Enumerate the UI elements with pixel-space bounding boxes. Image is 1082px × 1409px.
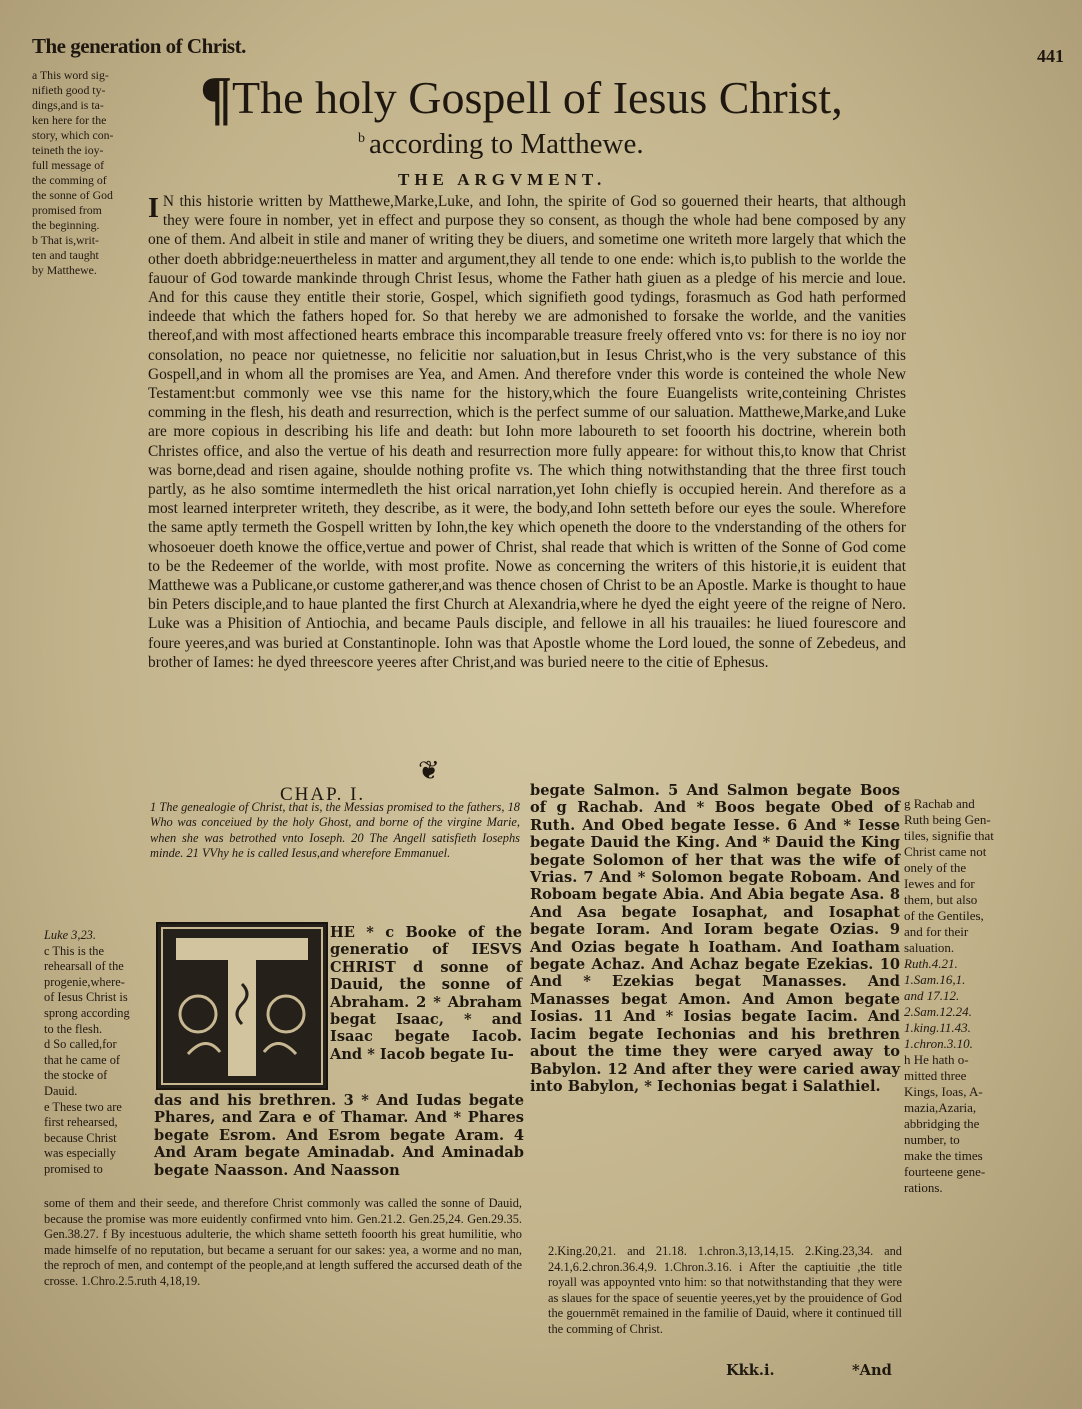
margin-line: story, which con- <box>32 128 114 142</box>
catchword: *And <box>852 1362 892 1379</box>
margin-line: mazia,Azaria, <box>904 1100 977 1115</box>
ornament-icon: ❦ <box>418 756 440 785</box>
verses-col1: das and his brethren. 3 * And Iudas begate Phares, and Zara e of Thamar. And * Phares begate Esrom. And Esrom begate Aram. 4 And Aram begate Aminadab. And Aminadab begate Naasson. And Naasson <box>154 1092 524 1179</box>
margin-line: Luke 3,23. <box>44 928 96 942</box>
margin-line: tiles, signifie that <box>904 828 994 843</box>
argument-text: N this historie written by Matthewe,Marke,Luke, and Iohn, the spirite of God so gouerned their hearts, that although they were foure in nomber, yet in effect and purpose they so consent, as though the whole had bene composed by any one of them. And albeit in stile and maner of writing they be diuers, and sometime one writeth more largely that which the other doeth abbridge:neuertheless in matter and argument,they all tende to one ende: which is,to publish to the worlde the fauour of God towarde mankinde through Christ Iesus, whome the Father hath giuen as a pledge of his mercie and loue. And for this cause they entitle their storie, Gospel, which signifieth good tydings, forasmuch as God hath performed indeede that which the fathers hoped for. So that hereby we are admonished to forsake the worlde, and the vanities thereof,and with most affectioned hearts embrace this incomparable treasure freely offered vnto vs: for there is no ioy nor consolation, no peace nor quietnesse, no felicitie nor saluation,but in Iesus Christ,who is the very substance of this Gospell,and in whom all the promises are Yea, and Amen. And therefore vnder this worde is conteined the whole New Testament:but commonly wee vse this name for the history,which the foure Euangelists write,conteining Christes comming in the flesh, his death and resurrection, which is the perfect summe of our saluation. Matthewe,Marke,and Luke are more copious in describing his life and death: but Iohn more laboureth to set fooorth his doctrine, wherein both Christes office, and also the vertue of his death and resurrection more fully appeare: for without this,to know that Christ was borne,dead and risen againe, shoulde nothing profite vs. The which thing notwithstanding that the three first touch partly, as he also somtime intermedleth the hist orical narration,yet Iohn chiefly is occupied herein. And therefore as a most learned interpreter writeth, they describe, as it were, the body,and Iohn setteth before our eyes the soule. Wherefore the same aptly termeth the Gospell written by Iohn,the key which openeth the doore to the vnderstanding of the others for whosoeuer doeth knowe the office,vertue and power of Christ, shal reade that which is written of the Sonne of God come to be the Redeemer of the worlde, with most profite. Nowe as concerning the writers of this historie,it is euident that Matthewe was a Publicane,or custome gatherer,and was thence chosen of Christ to be an Apostle. Marke is thought to haue bin Peters disciple,and to haue planted the first Church at Alexandria,where he dyed the eight yeere of the reigne of Nero. Luke was a Phisition of Antiochia, and became Pauls disciple, and fellowe in all his trauailes: he liued fourescore and foure yeeres,and was buried at Constantinople. Iohn was that Apostle whome the Lord loued, the sonne of Zebedeus, and brother of Iames: he dyed threescore yeeres after Christ,and was buried neere to the citie of Ephesus. <box>148 193 906 671</box>
margin-notes-top-left <box>32 68 142 278</box>
margin-notes-col1 <box>44 928 152 1178</box>
margin-line: rehearsall of the <box>44 959 124 974</box>
chapter-summary: 1 The genealogie of Christ, that is, the Messias promised to the fathers, 18 Who was conceiued by the holy Ghost, and borne of the virgine Marie, when she was betrothed vnto Ioseph. 20 The Angell satisfieth Iosephs minde. 21 VVhy he is called Iesus,and wherefore Emmanuel. <box>150 800 520 861</box>
margin-line: promised from <box>32 203 102 217</box>
margin-line: promised to <box>44 1161 103 1176</box>
decorated-initial-t-icon <box>156 922 328 1090</box>
margin-notes-right <box>904 796 1054 1196</box>
margin-line: c This is the <box>44 943 104 958</box>
margin-line: d So called,for <box>44 1037 117 1052</box>
margin-line: the stocke of <box>44 1068 108 1083</box>
margin-line: Iewes and for <box>904 876 975 891</box>
page-number: 441 <box>1037 46 1064 66</box>
margin-line: Dauid. <box>44 1083 78 1098</box>
margin-line: nifieth good ty- <box>32 83 106 97</box>
margin-line: g Rachab and <box>904 796 975 811</box>
margin-line: them, but also <box>904 892 978 907</box>
margin-line: e These two are <box>44 1099 122 1114</box>
margin-line: ken here for the <box>32 113 107 127</box>
margin-line: Christ came not <box>904 844 987 859</box>
margin-line: mitted three <box>904 1068 967 1083</box>
margin-line: the comming of <box>32 173 107 187</box>
argument-body <box>148 192 906 672</box>
margin-line: the sonne of God <box>32 188 113 202</box>
margin-line: and 17.12. <box>904 988 960 1003</box>
margin-line: Ruth.4.21. <box>904 956 958 971</box>
margin-line: teineth the ioy- <box>32 143 104 157</box>
margin-line: 1.king.11.43. <box>904 1020 971 1035</box>
title-sub <box>358 128 644 161</box>
margin-line: number, to <box>904 1132 960 1147</box>
margin-line: ten and taught <box>32 248 99 262</box>
pilcrow-mark: ¶ <box>200 65 233 131</box>
margin-line: 2.Sam.12.24. <box>904 1004 972 1019</box>
argument-heading: THE ARGVMENT. <box>398 170 607 189</box>
margin-line: dings,and is ta- <box>32 98 104 112</box>
margin-line: 1.Sam.16,1. <box>904 972 966 987</box>
margin-line: of Iesus Christ is <box>44 990 128 1005</box>
chapter-heading: CHAP. I. <box>280 784 366 805</box>
margin-line: abbridging the <box>904 1116 980 1131</box>
margin-line: of the Gentiles, <box>904 908 984 923</box>
margin-line: was especially <box>44 1146 116 1161</box>
margin-line: fourteene gene- <box>904 1164 986 1179</box>
margin-line: b That is,writ- <box>32 233 99 247</box>
margin-line: because Christ <box>44 1130 117 1145</box>
margin-line: sprong according <box>44 1005 130 1020</box>
running-head: The generation of Christ. <box>32 34 246 58</box>
verses-beside-initial: HE * c Booke of the generatio of IESVS CHRIST d sonne of Dauid, the sonne of Abraham. 2 * Abraham begat Isaac, * and Isaac begate Iacob. And * Iacob begate Iu- <box>330 924 522 1063</box>
margin-line: by Matthewe. <box>32 263 97 277</box>
margin-line: progenie,where- <box>44 974 125 989</box>
margin-line: a This word sig- <box>32 68 109 82</box>
margin-line: onely of the <box>904 860 967 875</box>
margin-line: the beginning. <box>32 218 100 232</box>
margin-line: make the times <box>904 1148 983 1163</box>
footnote-col1: some of them and their seede, and therefore Christ commonly was called the sonne of Dauid, because the promise was more euidently confirmed vnto him. Gen.21.2. Gen.25,24. Gen.29.35. Gen.38.27. f By incestuous adulterie, the which shame setteth fooorth his great humilitie, who made himselfe of no reputation, but became a seruant for our sakes: yea, a worme and no man, the reproch of men, and contempt of the people,and at length suffered the accursed death of the crosse. 1.Chro.2.5.ruth 4,18,19. <box>44 1196 522 1288</box>
margin-line: that he came of <box>44 1052 121 1067</box>
margin-line: to the flesh. <box>44 1021 103 1036</box>
margin-line: Ruth being Gen- <box>904 812 991 827</box>
title-sub-text: according to Matthewe. <box>369 128 644 160</box>
note-mark: b <box>358 131 365 147</box>
margin-line: saluation. <box>904 940 955 955</box>
margin-line: h He hath o- <box>904 1052 969 1067</box>
margin-line: rations. <box>904 1180 943 1195</box>
footnote-col2: 2.King.20,21. and 21.18. 1.chron.3,13,14,15. 2.King.23,34. and 24.1,6.2.chron.36.4,9. 1.Chron.3.16. i After the captiuitie ,the title royall was appoynted vnto him: so that notwithstanding that they were as slaues for the space of seuentie yeeres,yet by the prouidence of God the gouernmēt remained in the familie of Dauid, where it continued till the comming of Christ. <box>548 1244 902 1336</box>
margin-line: full message of <box>32 158 105 172</box>
verses-col2: begate Salmon. 5 And Salmon begate Boos of g Rachab. And * Boos begate Obed of Ruth. And Obed begate Iesse. 6 And * Iesse begate Dauid the King. And * Dauid the King begate Solomon of her that was the wife of Vrias. 7 And * Solomon begate Roboam. And Roboam begate Abia. And Abia begate Asa. 8 And Asa begate Iosaphat, and Iosaphat begate Ioram. And Ioram begate Ozias. 9 And Ozias begate h Ioatham. And Ioatham begate Achaz. And Achaz begate Ezekias. 10 And * Ezekias begat Manasses. And Manasses begat Amon. And Amon begate Iosias. 11 And * Iosias begate Iacim. And Iacim begate Iechonias and his brethren about the time they were caryed away to Babylon. 12 And after they were caried away into Babylon, * Iechonias begat i Salathiel. <box>530 782 900 1095</box>
margin-line: first rehearsed, <box>44 1115 118 1130</box>
drop-initial: I <box>148 193 159 224</box>
title-main: The holy Gospell of Iesus Christ, <box>232 72 843 123</box>
margin-line: Kings, Ioas, A- <box>904 1084 983 1099</box>
signature-mark: Kkk.i. <box>726 1362 775 1379</box>
margin-line: 1.chron.3.10. <box>904 1036 973 1051</box>
margin-line: and for their <box>904 924 969 939</box>
